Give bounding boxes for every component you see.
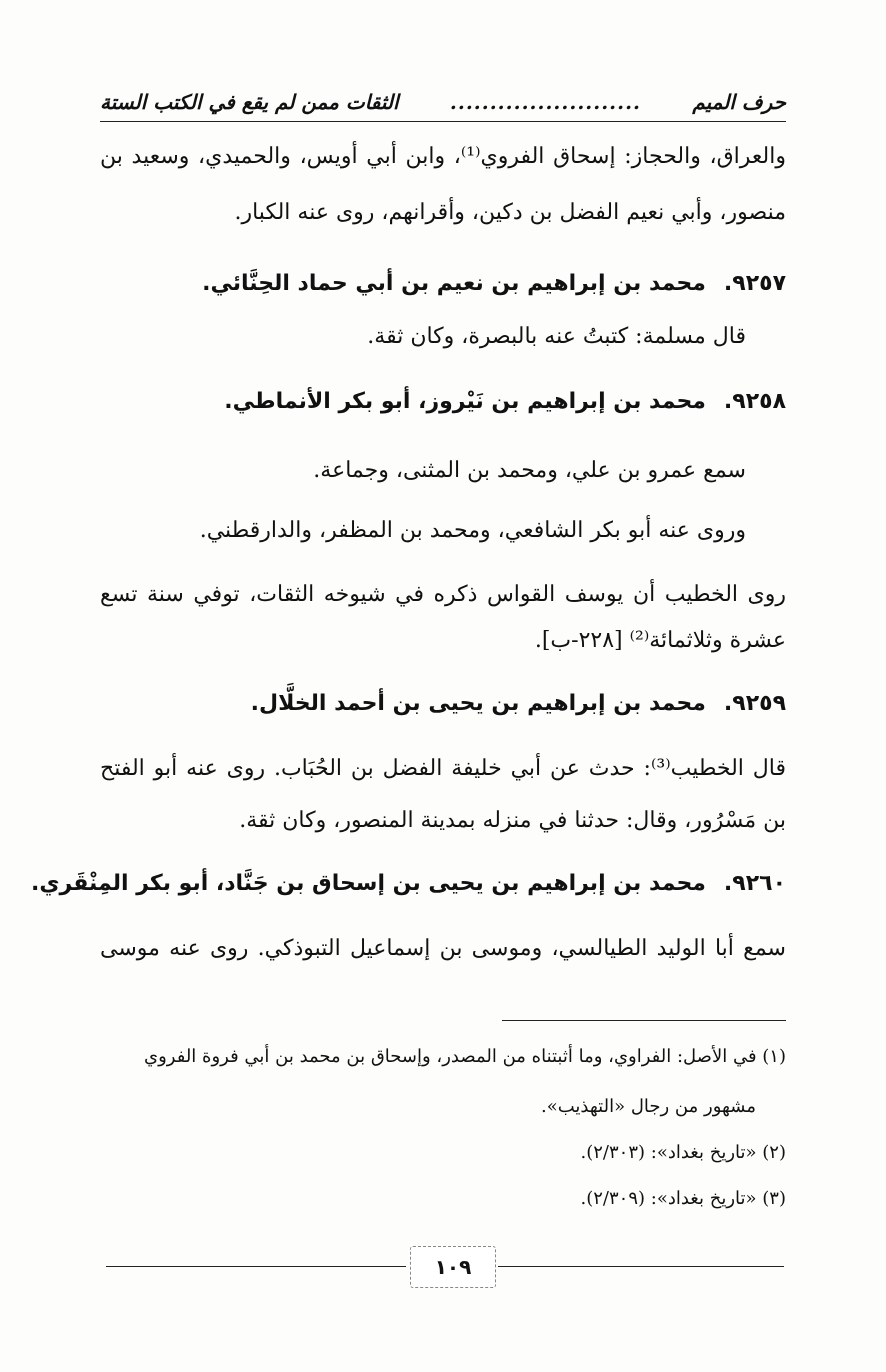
footer-rule-left [106, 1266, 406, 1267]
entry-name: محمد بن إبراهيم بن يحيى بن أحمد الخلَّال. [250, 691, 706, 716]
footnote-separator [502, 1020, 786, 1021]
text-line: سمع عمرو بن علي، ومحمد بن المثنى، وجماعة. [313, 458, 746, 483]
header-rule [100, 121, 786, 122]
running-header [100, 84, 786, 120]
footnote-1-continued: مشهور من رجال «التهذيب». [541, 1096, 756, 1117]
entry-number: ٩٢٥٩. [723, 691, 786, 716]
footer-rule-right [498, 1266, 784, 1267]
entry-number: ٩٢٦٠. [723, 871, 786, 896]
entry-number: ٩٢٥٨. [723, 389, 786, 414]
entry-heading-9258 [224, 384, 786, 420]
text-line: وروى عنه أبو بكر الشافعي، ومحمد بن المظفر، والدارقطني. [199, 518, 746, 543]
entry-heading-9260 [31, 866, 786, 902]
entry-name: محمد بن إبراهيم بن نَيْروز، أبو بكر الأنماطي. [224, 389, 706, 414]
header-book-title: الثقات ممن لم يقع في الكتب الستة [100, 90, 399, 114]
text-line: بن مَسْرُور، وقال: حدثنا في منزله بمدينة المنصور، وكان ثقة. [239, 808, 786, 833]
text-line: والعراق، والحجاز: إسحاق الفروي⁽¹⁾، وابن أبي أويس، والحميدي، وسعيد بن [100, 144, 786, 169]
entry-heading-9257 [202, 266, 786, 302]
footnote-1: (١) في الأصل: الفراوي، وما أثبتناه من المصدر، وإسحاق بن محمد بن أبي فروة الفروي [144, 1046, 786, 1067]
text-line: سمع أبا الوليد الطيالسي، وموسى بن إسماعيل التبوذكي. روى عنه موسى [100, 936, 786, 961]
text-line: عشرة وثلاثمائة⁽²⁾ [٢٢٨-ب]. [534, 628, 786, 653]
entry-name: محمد بن إبراهيم بن نعيم بن أبي حماد الحِنَّائي. [202, 271, 706, 296]
entry-heading-9259 [251, 686, 786, 722]
entry-name: محمد بن إبراهيم بن يحيى بن إسحاق بن جَنَّاد، أبو بكر المِنْقَري. [31, 871, 706, 896]
text-line: قال الخطيب⁽³⁾: حدث عن أبي خليفة الفضل بن الحُبَاب. روى عنه أبو الفتح [100, 756, 786, 781]
header-chapter: حرف الميم [692, 90, 786, 114]
text-line: روى الخطيب أن يوسف القواس ذكره في شيوخه الثقات، توفي سنة تسع [100, 582, 786, 607]
header-dots: ........................ [449, 90, 642, 114]
text-line: قال مسلمة: كتبتُ عنه بالبصرة، وكان ثقة. [367, 324, 746, 349]
text-line: منصور، وأبي نعيم الفضل بن دكين، وأقرانهم، روى عنه الكبار. [234, 200, 786, 225]
page-number: ١٠٩ [410, 1246, 496, 1288]
entry-number: ٩٢٥٧. [723, 271, 786, 296]
footnote-3: (٣) «تاريخ بغداد»: (٢/٣٠٩). [580, 1188, 786, 1209]
footnote-2: (٢) «تاريخ بغداد»: (٢/٣٠٣). [580, 1142, 786, 1163]
